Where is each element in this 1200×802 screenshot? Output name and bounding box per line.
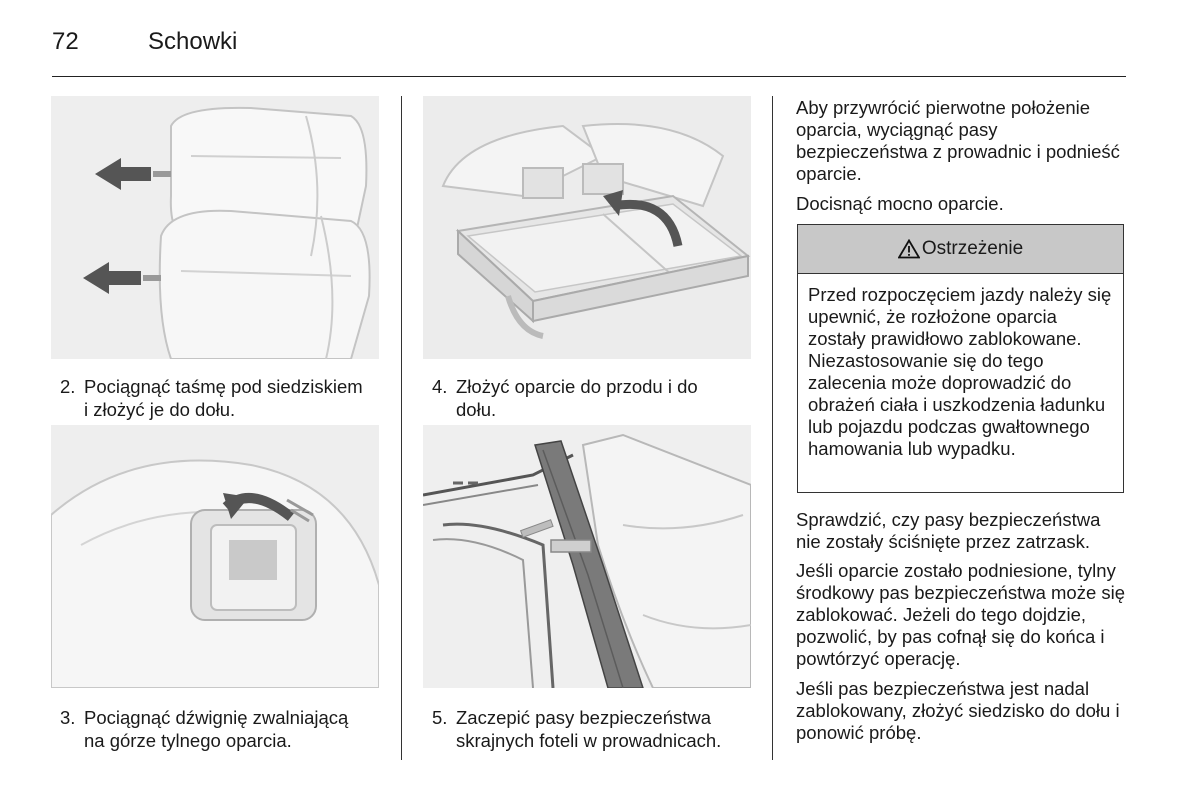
step-number: 3. [60,707,76,728]
step-number: 5. [432,707,448,728]
restore-backrest-paragraph: Aby przywrócić pierwotne położenie oparcia, wyciągnąć pasy bezpieczeństwa z prowadnic i podnieść oparcie. [796,97,1120,184]
step-3 [60,706,390,752]
step-text: Zaczepić pasy bezpieczeństwa skrajnych foteli w prowadnicach. [456,707,722,751]
seatbelt-guide-illustration [423,425,751,688]
page-header [52,24,1126,77]
warning-triangle-icon [898,239,920,259]
warning-header [798,225,1123,274]
backrest-release-lever-illustration [51,425,379,688]
step-text: Pociągnąć taśmę pod siedziskiem i złożyć je do dołu. [84,376,363,420]
step-number: 2. [60,376,76,397]
page-number: 72 [52,28,79,55]
step-5 [432,706,762,752]
step-2 [60,375,390,421]
warning-title: Ostrzeżenie [921,238,1024,259]
rear-seat-strap-illustration [51,96,379,359]
press-backrest-paragraph: Docisnąć mocno oparcie. [796,193,1004,214]
step-text: Pociągnąć dźwignię zwalniającą na górze tylnego oparcia. [84,707,349,751]
still-locked-paragraph: Jeśli pas bezpieczeństwa jest nadal zablokowany, złożyć siedzisko do dołu i ponowić próbę. [796,678,1120,743]
warning-text: Przed rozpoczęciem jazdy należy się upewnić, że rozłożone oparcia zostały prawidłowo zablokowane. Niezastosowanie się do tego zalecenia może doprowadzić do obrażeń ciała i uszkodzenia ładunku lub pojazdu podczas gwałtownego hamowania lub wypadku. [808,284,1112,459]
step-number: 4. [432,376,448,397]
warning-box [797,224,1124,493]
belt-locked-paragraph: Jeśli oparcie zostało podniesione, tylny środkowy pas bezpieczeństwa może się zablokować. Jeżeli do tego dojdzie, pozwolić, by pas cofnął się do końca i powtórzyć operację. [796,560,1126,669]
step-4 [432,375,762,421]
step-text: Złożyć oparcie do przodu i do dołu. [456,376,698,420]
chapter-title: Schowki [148,28,238,55]
check-belts-paragraph: Sprawdzić, czy pasy bezpieczeństwa nie zostały ściśnięte przez zatrzask. [796,509,1101,552]
column-divider-left [401,96,402,760]
belt-guide-clip [551,540,591,552]
folded-backrest-illustration [423,96,751,359]
column-divider-right [772,96,773,760]
